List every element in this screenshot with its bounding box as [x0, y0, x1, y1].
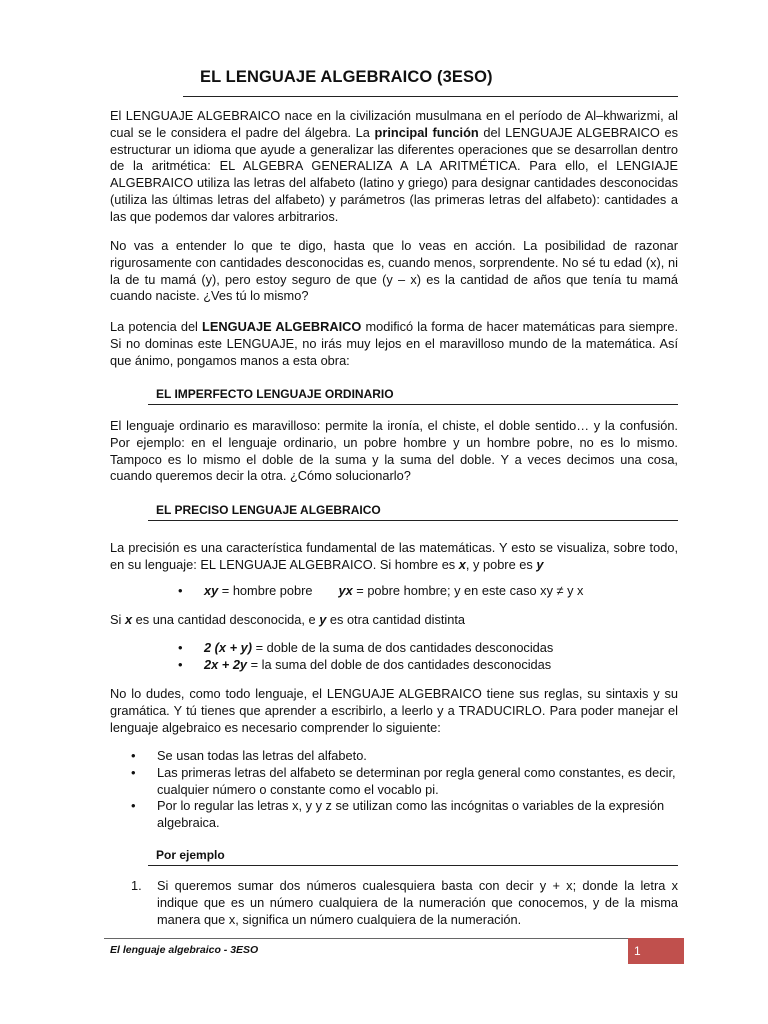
- list-item: [178, 640, 553, 657]
- expr-double-of-sum: 2 (x + y): [204, 640, 253, 655]
- expr-sum-of-doubles-meaning: = la suma del doble de dos cantidades desconocidas: [247, 656, 552, 672]
- expr-yx-meaning: = pobre hombre; y en este caso xy ≠ y x: [352, 583, 584, 598]
- list-item: [131, 798, 678, 832]
- example-numbered-list: [131, 878, 678, 928]
- unknowns-text-c: es otra cantidad distinta: [326, 612, 466, 627]
- list-item: [131, 878, 678, 928]
- rule-text: Por lo regular las letras x, y y z se utilizan como las incógnitas o variables de la expresión algebraica.: [157, 798, 665, 831]
- bullet-icon: •: [178, 656, 183, 672]
- var-y: y: [536, 556, 544, 572]
- bullet-icon: •: [178, 640, 183, 655]
- expr-xy-meaning: = hombre pobre: [218, 583, 313, 598]
- page-title: EL LENGUAJE ALGEBRAICO (3ESO): [200, 68, 493, 86]
- expr-sum-of-doubles: 2x + 2y: [204, 656, 248, 672]
- rule-text: Se usan todas las letras del alfabeto.: [157, 748, 367, 763]
- bullet-icon: •: [131, 764, 136, 780]
- rules-bullet-list: [131, 748, 678, 832]
- intro-p1-bold: principal función: [374, 124, 479, 140]
- list-item: [131, 765, 678, 799]
- section-rule-ordinary: [148, 404, 678, 405]
- expr-xy: xy: [204, 583, 219, 598]
- rule-text: Las primeras letras del alfabeto se determinan por regla general como constantes, es decir, cualquier número o constante como el vocablo pi.: [157, 764, 676, 797]
- bullet-icon: •: [131, 748, 136, 763]
- list-item: [178, 657, 553, 674]
- intro-paragraph-3: [110, 319, 678, 369]
- expr-yx: yx: [338, 583, 353, 598]
- title-underline: [183, 96, 678, 97]
- intro-paragraph-1: [110, 108, 678, 226]
- var-y: y: [319, 612, 327, 627]
- intro-p3-text-a: La potencia del: [110, 319, 203, 334]
- unknowns-text-a: Si: [110, 612, 125, 627]
- example-text: Si queremos sumar dos números cualesquiera basta con decir y + x; donde la letra x indique que es un número cualquiera de la numeración que conocemos, y de la misma manera que x, significa un número cualquiera de la numeración.: [157, 878, 678, 927]
- bullet-icon: •: [131, 798, 136, 814]
- footer-title: El lenguaje algebraico - 3ESO: [110, 944, 259, 956]
- precision-text-b: , y pobre es: [465, 556, 537, 572]
- unknowns-text-b: es una cantidad desconocida, e: [132, 612, 320, 627]
- expression-bullet-list: [178, 640, 553, 674]
- var-x: x: [458, 556, 466, 572]
- precision-paragraph: [110, 540, 678, 574]
- precision-text-a: La precisión es una característica fundamental de las matemáticas. Y esto se visualiza, sobre todo, en su lenguaje: EL LENGUAJE ALGEBRAICO. Si hombre es: [110, 540, 678, 572]
- section-rule-example: [148, 865, 678, 866]
- list-item: [131, 748, 678, 765]
- section-heading-example: Por ejemplo: [156, 848, 225, 862]
- intro-p1-text-b: del LENGUAJE ALGEBRAICO es estructurar un idioma que ayude a generalizar las diferentes operaciones que se desarrollan dentro de la aritmética: EL ALGEBRA GENERALIZA A LA ARITMÉTICA. Para ello, el LENGIAJE ALGEBRAICO utiliza las letras del alfabeto (latino y griego) para designar cantidades desconocidas (utiliza las últimas letras del alfabeto) y parámetros (las primeras letras del alfabeto): cantidades a las que podemos dar valores arbitrarios.: [110, 124, 678, 224]
- item-number: 1.: [131, 878, 142, 893]
- expr-double-of-sum-meaning: = doble de la suma de dos cantidades desconocidas: [252, 640, 554, 655]
- footer-rule: [104, 938, 684, 939]
- page-number-badge: 1: [628, 938, 684, 964]
- section-rule-precise: [148, 520, 678, 521]
- unknowns-paragraph: [110, 612, 678, 629]
- section-heading-ordinary: EL IMPERFECTO LENGUAJE ORDINARIO: [156, 387, 394, 401]
- xy-bullet-list: [178, 583, 583, 600]
- section-heading-precise: EL PRECISO LENGUAJE ALGEBRAICO: [156, 503, 381, 517]
- intro-p3-bold: LENGUAJE ALGEBRAICO: [202, 319, 362, 334]
- intro-p3-text-b: modificó la forma de hacer matemáticas para siempre. Si no dominas este LENGUAJE, no irás muy lejos en el maravilloso mundo de la matemática. Así que ánimo, pongamos manos a esta obra:: [110, 319, 678, 368]
- intro-paragraph-2: No vas a entender lo que te digo, hasta que lo veas en acción. La posibilidad de razonar rigurosamente con cantidades desconocidas es, cuando menos, sorprendente. No sé tu edad (x), ni la de tu mamá (y), pero estoy seguro de que (y – x) es la cantidad de años que tenía tu mamá cuando naciste. ¿Ves tú lo mismo?: [110, 238, 678, 304]
- var-x: x: [124, 612, 133, 627]
- bullet-icon: •: [178, 583, 183, 598]
- list-item: [178, 583, 583, 600]
- intro-p1-text-a: El LENGUAJE ALGEBRAICO nace en la civilización musulmana en el período de Al–khwarizmi, al cual se le considera el padre del álgebra. La: [110, 108, 678, 140]
- rules-intro-paragraph: No lo dudes, como todo lenguaje, el LENGUAJE ALGEBRAICO tiene sus reglas, su sintaxis y su gramática. Y tú tienes que aprender a escribirlo, a leerlo y a TRADUCIRLO. Para poder manejar el lenguaje algebraico es necesario comprender lo siguiente:: [110, 686, 678, 735]
- ordinary-language-paragraph: El lenguaje ordinario es maravilloso: permite la ironía, el chiste, el doble sentido… y la confusión. Por ejemplo: en el lenguaje ordinario, un pobre hombre y un hombre pobre, no es lo mismo. Tampoco es lo mismo el doble de la suma y la suma del doble. Y a veces decimos una cosa, cuando queremos decir la otra. ¿Cómo solucionarlo?: [110, 418, 678, 484]
